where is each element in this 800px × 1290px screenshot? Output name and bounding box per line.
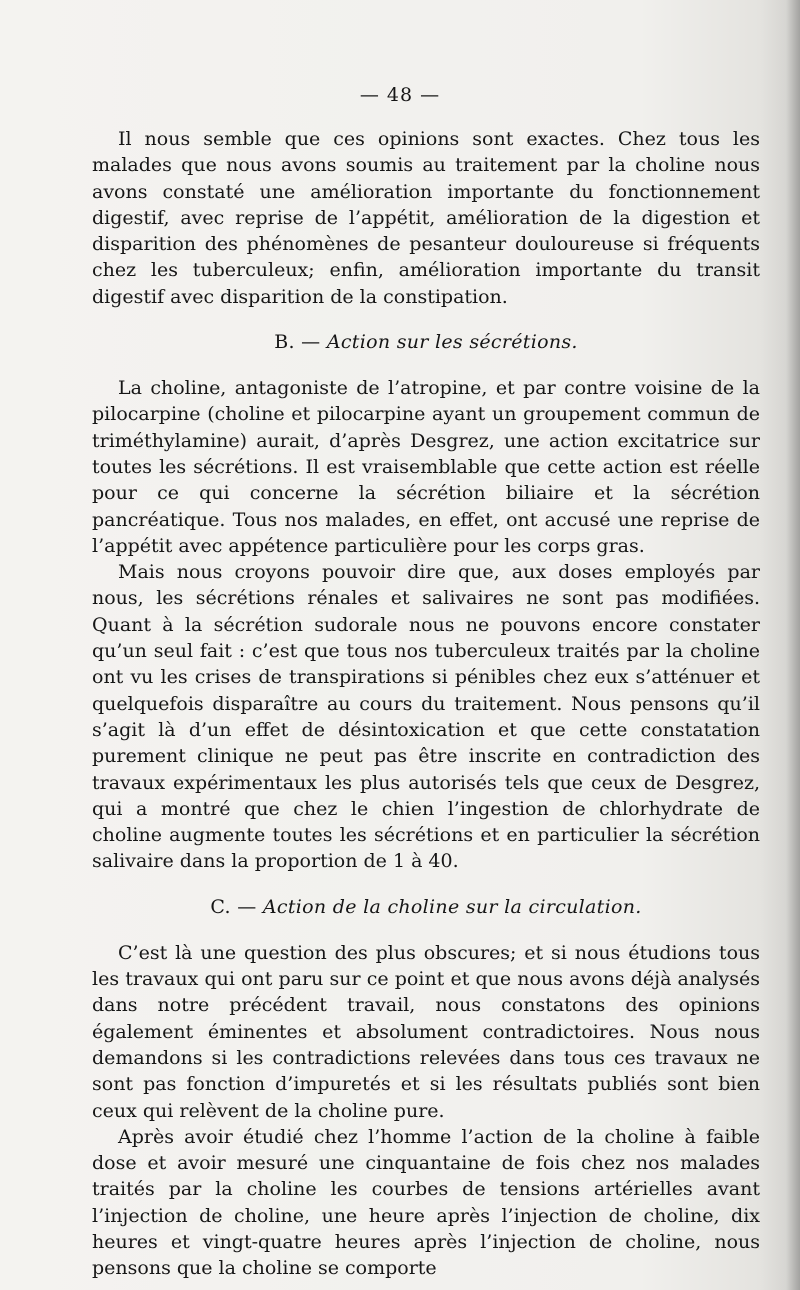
- paragraph: Après avoir étudié chez l’homme l’action de la choline à faible dose et avoir mesuré une cinquantaine de fois chez nos malades traités par la choline les courbes de tensions artérielles avant l’injection de choline, une heure après l’injection de choline, dix heures et vingt-quatre heures après l’injection de choline, nous pensons que la choline se comporte: [92, 1125, 760, 1280]
- page-number: — 48 —: [359, 84, 441, 106]
- section-heading-b: [92, 329, 760, 355]
- paragraph: Il nous semble que ces opinions sont exactes. Chez tous les malades que nous avons soumis au traitement par la choline nous avons constaté une amélioration importante du fonctionnement digestif, avec reprise de l’appétit, amélioration de la digestion et disparition des phénomènes de pesanteur douloureuse si fréquents chez les tuberculeux; enfin, amélioration importante du transit digestif avec disparition de la constipation.: [92, 128, 760, 308]
- paragraph: Mais nous croyons pouvoir dire que, aux doses employés par nous, les sécrétions rénales et salivaires ne sont pas modifiées. Quant à la sécrétion sudorale nous ne pouvons encore constater qu’un seul fait : c’est que tous nos tuberculeux traités par la choline ont vu les crises de transpirations si pénibles chez eux s’atténuer et quelquefois disparaître au cours du traitement. Nous pensons qu’il s’agit là d’un effet de désintoxication et que cette constatation purement clinique ne peut pas être inscrite en contradiction des travaux expérimentaux les plus autorisés tels que ceux de Desgrez, qui a montré que chez le chien l’ingestion de chlorhydrate de choline augmente toutes les sécrétions et en particulier la sécrétion salivaire dans la proportion de 1 à 40.: [92, 561, 760, 873]
- paragraph: La choline, antagoniste de l’atropine, et par contre voisine de la pilocarpine (choline et pilocarpine ayant un groupement commun de triméthylamine) aurait, d’après Desgrez, une action excitatrice sur toutes les sécrétions. Il est vraisemblable que cette action est réelle pour ce qui concerne la sécrétion biliaire et la sécrétion pancréatique. Tous nos malades, en effet, ont accusé une reprise de l’appétit avec appétence particulière pour les corps gras.: [92, 377, 760, 557]
- section-letter: C. —: [210, 895, 257, 918]
- section-title: Action sur les sécrétions.: [326, 331, 578, 354]
- section-title: Action de la choline sur la circulation.: [262, 895, 642, 918]
- section-letter: B. —: [274, 331, 321, 354]
- page-edge-shadow: [786, 0, 800, 1290]
- paragraph: C’est là une question des plus obscures; et si nous étudions tous les travaux qui ont paru sur ce point et que nous avons déjà analysés dans notre précédent travail, nous constatons des opinions également éminentes et absolument contradictoires. Nous nous demandons si les contradictions relevées dans tous ces travaux ne sont pas fonction d’impuretés et si les résultats publiés sont bien ceux qui relèvent de la choline pure.: [92, 941, 760, 1122]
- body-text: [92, 126, 760, 1282]
- section-heading-c: [92, 894, 760, 920]
